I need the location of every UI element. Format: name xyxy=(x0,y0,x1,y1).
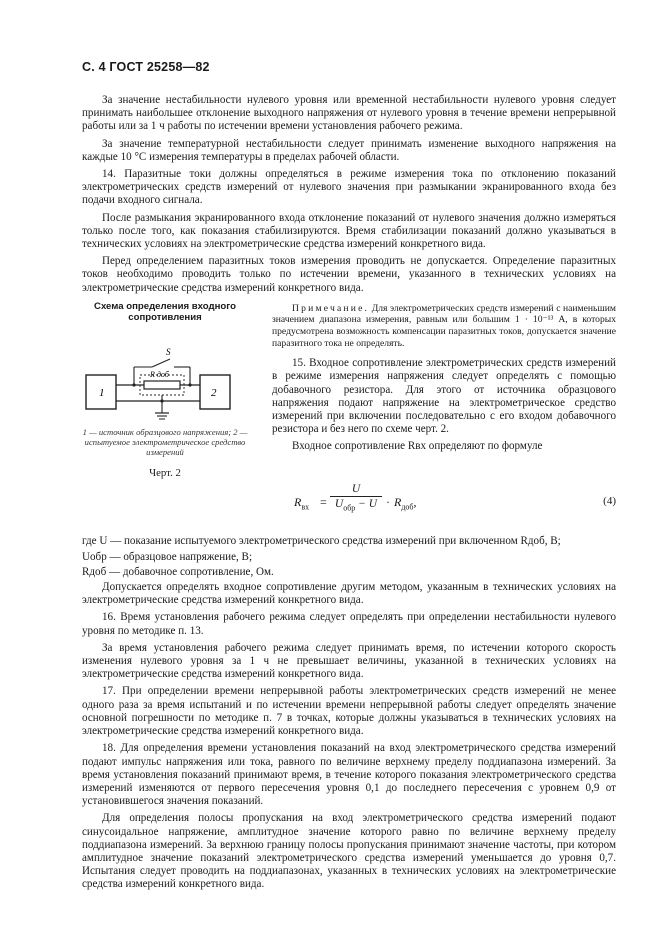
formula-fraction xyxy=(330,483,382,512)
box2-label: 2 xyxy=(211,386,217,399)
circuit-diagram xyxy=(78,327,248,423)
switch-label: S xyxy=(166,346,171,357)
definition: Uобр — образцовое напряжение, В; xyxy=(82,550,253,563)
formula-dot: · xyxy=(386,495,390,510)
resistor xyxy=(144,381,180,389)
paragraph: Допускается определять входное сопротивление другим методом, указанным в технических условиях на электрометрические средства измерений конкретного вида. xyxy=(82,581,616,607)
figure-caption: Черт. 2 xyxy=(149,467,181,480)
page-header: С. 4 ГОСТ 25258—82 xyxy=(82,60,210,74)
paragraph: За значение температурной нестабильности следует принимать изменение выходного напряжения на каждые 10 °С измерения температуры в пределах рабочей области. xyxy=(82,137,616,163)
paragraph: За время установления рабочего режима следует принимать время, по истечении которого скорость изменения нулевого уровня за 1 ч не превышает величины, указанной в технических условиях на электрометрические средства измерений конкретного вида. xyxy=(82,641,616,681)
formula-denominator: $U_{обр} - U$ xyxy=(334,498,378,513)
paragraph: После размыкания экранированного входа отклонение показаний от нулевого значения должно измеряться только после того, как показания стабилизируются. Время стабилизации показаний должно указываться в технических условиях на электрометрические средства измерений конкретного вида. xyxy=(82,211,616,251)
note-text: Для электрометрических средств измерений с наименьшим значением диапазона измерения, равным или большим 1 · 10⁻¹³ А, в которых предусмотрена возможность компенсации паразитных токов, допускается значение паразитного тока не определять. xyxy=(272,302,616,349)
paragraph: 18. Для определения времени установления показаний на вход электрометрического средства измерений подают импульс напряжения или тока, равного по величине верхнему пределу поддиапазона измерений. За время установления показаний принимают время, в течение которого показания электрометрического средства измерений изменяются от первого пересечения уровня 0,1 до последнего пересечения с уровнем 0,9 от установившегося значения показаний. xyxy=(82,742,616,808)
figure-legend: 1 — источник образцового напряжения; 2 — испытуемое электрометрическое средство измерений xyxy=(82,426,248,458)
formula-numerator: U xyxy=(351,483,361,496)
paragraph: 16. Время установления рабочего режима следует определять при определении нестабильности нулевого уровня по методике п. 13. xyxy=(82,611,616,637)
paragraph: За значение нестабильности нулевого уровня или временной нестабильности нулевого уровня следует принимать наибольшее отклонение выходного напряжения от нулевого уровня в течение времени непрерывной работы или за 1 ч работы по истечении времени установления рабочего режима. xyxy=(82,94,616,133)
figure-title: Схема определения входного сопротивления xyxy=(94,300,236,323)
document-page xyxy=(82,60,616,896)
box1-label: 1 xyxy=(99,386,105,399)
formula-rhs: $R_{доб}$, xyxy=(394,495,417,512)
formula xyxy=(82,483,616,529)
figure-block xyxy=(82,299,616,480)
definitions xyxy=(82,535,616,579)
resistor-label: R доб xyxy=(150,369,169,379)
formula-eq: = xyxy=(320,495,327,510)
paragraph: Входное сопротивление Rвх определяют по формуле xyxy=(292,440,543,453)
definition: Rдоб — добавочное сопротивление, Ом. xyxy=(82,565,274,578)
definition: где U — показание испытуемого электрометрического средства измерений при включенном Rдоб, В; xyxy=(82,535,561,548)
paragraph: Для определения полосы пропускания на вход электрометрического средства измерений подают синусоидальное напряжение, амплитудное значение которого равно по величине верхнему пределу поддиапазона измерений. За верхнюю границу полосы пропускания принимают значение частоты, при котором амплитудное значение показаний электрометрического средства измерений уменьшается до уровня 0,7. Испытания следует проводить на поддиапазонах, указанных в технических условиях на электрометрические средства измерений конкретного вида. xyxy=(82,812,616,891)
paragraph: 17. При определении времени непрерывной работы электрометрических средств измерений не менее одного раза за время испытаний и по истечении времени непрерывной работы следует определять значение основной погрешности по методике п. 7 в точках, которые должны указываться в технических условиях на электрометрические средства измерений конкретного вида. xyxy=(82,685,616,738)
note-label: Примечание. xyxy=(292,302,370,314)
note xyxy=(272,303,616,349)
paragraph: 14. Паразитные токи должны определяться в режиме измерения тока по отклонению показаний электрометрических средств измерений от нулевого значения при размыкании экранированного входа без подачи входного сигнала. xyxy=(82,168,616,207)
figure xyxy=(82,299,248,480)
figure-side-text xyxy=(248,299,616,480)
paragraph: Перед определением паразитных токов измерения проводить не допускается. Определение паразитных токов необходимо проводить только по истечении времени, указанного в технических условиях на электрометрические средства измерений конкретного вида. xyxy=(82,255,616,294)
formula-number: (4) xyxy=(603,495,616,508)
formula-lhs: $R_{вх}$ xyxy=(294,495,310,512)
paragraph: 15. Входное сопротивление электрометрических средств измерений в режиме измерения напряжения следует определять с помощью добавочного резистора. Для этого от источника образцового напряжения подают напряжение на электрометрическое средство измерений при включении последовательно с его входом добавочного резистора и без него по схеме черт. 2. xyxy=(272,357,616,436)
